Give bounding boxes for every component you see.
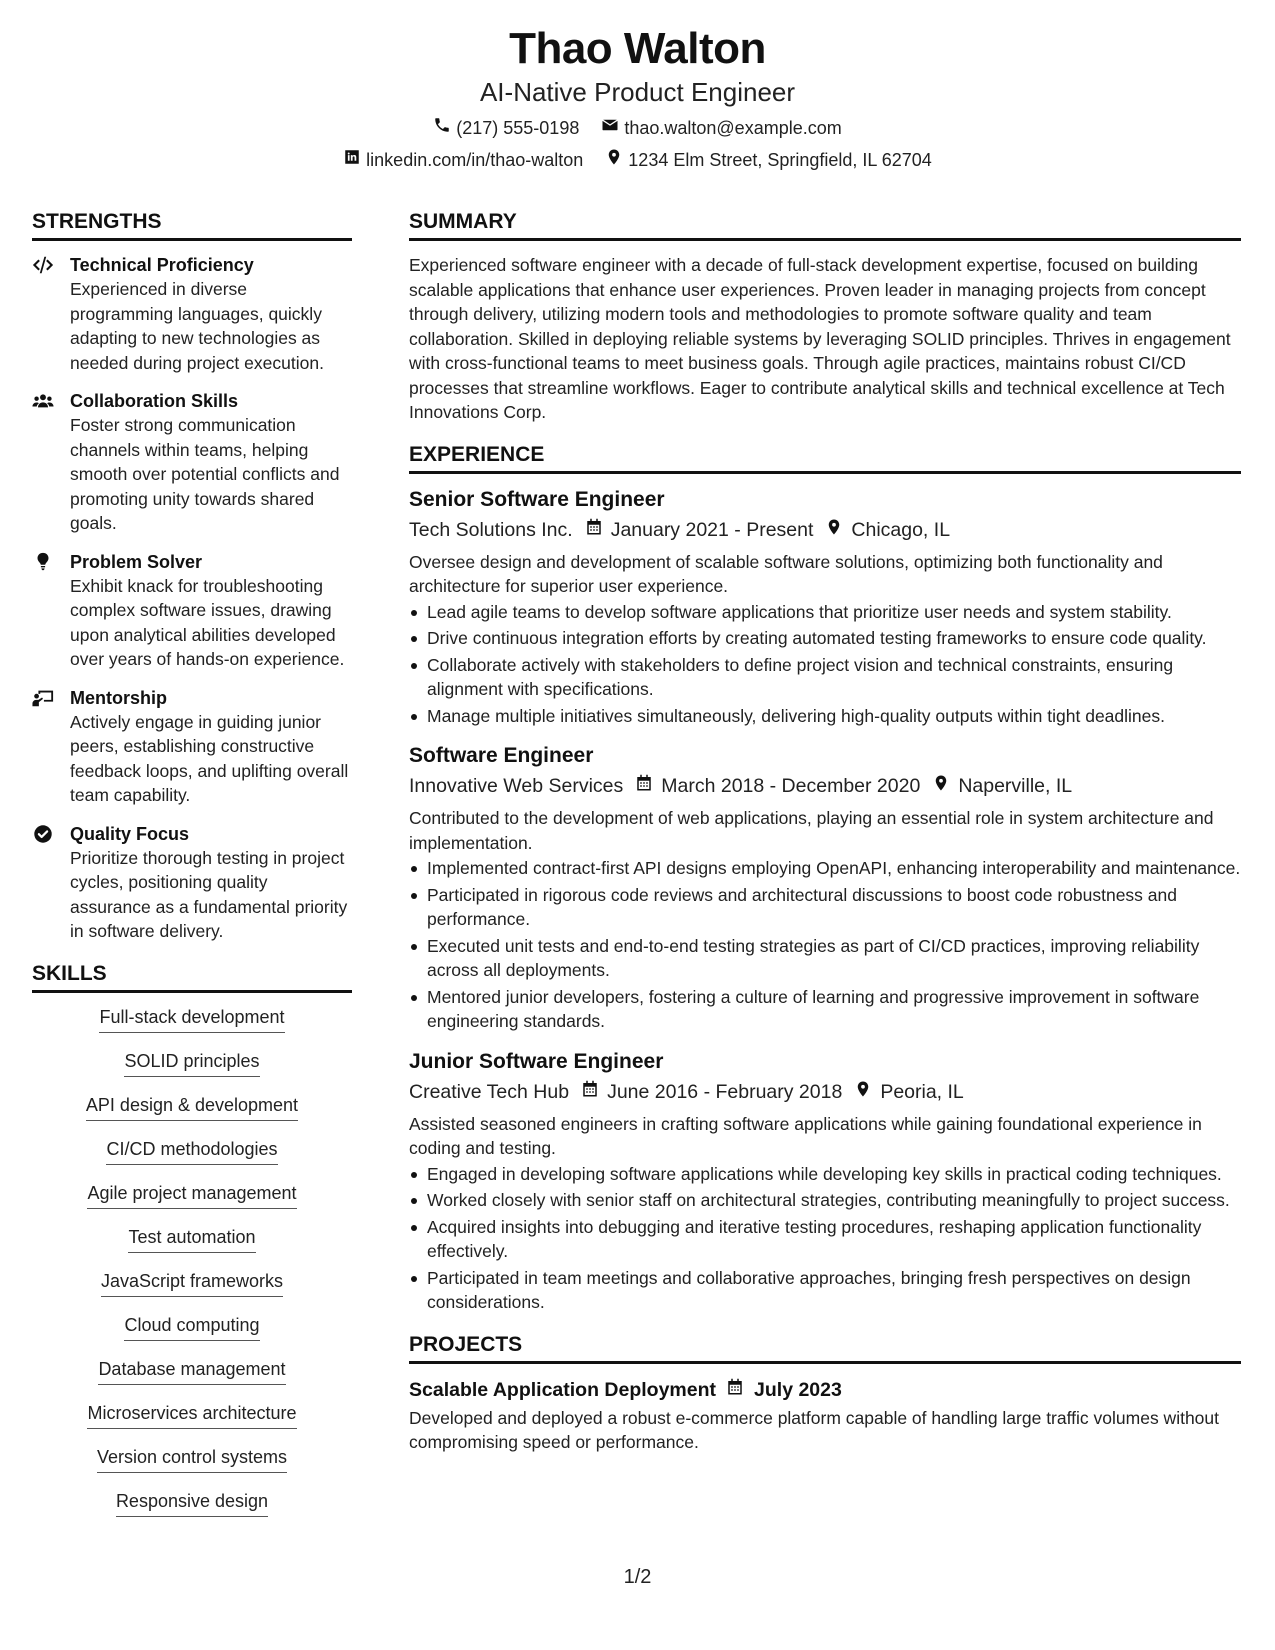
job-bullets: [409, 856, 1241, 1034]
strength-title: Technical Proficiency: [70, 255, 254, 275]
summary-text: Experienced software engineer with a decade of full-stack development expertise, focused on building scalable applications that enhance user experiences. Proven leader in managing projects from concept through delivery, utilizing modern tools and methodologies to promote software quality and team collaboration. Skilled in deploying reliable systems by leveraging SOLID principles. Thrives in engagement with cross-functional teams to meet business goals. Through agile practices, maintains robust CI/CD processes that streamline workflows. Eager to contribute analytical skills and technical excellence at Tech Innovations Corp.: [409, 255, 1231, 422]
job-meta: [409, 516, 1241, 544]
strength-text: Exhibit knack for troubleshooting complex software issues, drawing upon analytical abilities developed over years of hands-on experience.: [70, 575, 345, 669]
job-bullet: Implemented contract-first API designs employing OpenAPI, enhancing interoperability and maintenance.: [409, 856, 1241, 881]
calendar-icon: [726, 1376, 744, 1404]
job-dates-text: March 2018 - December 2020: [661, 775, 921, 797]
job-title: Junior Software Engineer: [409, 1049, 664, 1073]
job-bullets: [409, 600, 1241, 729]
skill-item: Full-stack development: [99, 1005, 284, 1033]
skill-item: Cloud computing: [124, 1313, 259, 1341]
skill-item: Version control systems: [97, 1445, 287, 1473]
skill-item: Agile project management: [87, 1181, 296, 1209]
envelope-icon: [601, 116, 619, 140]
job-location: [854, 1078, 963, 1106]
teacher-icon: [32, 686, 58, 808]
job-dates-text: January 2021 - Present: [610, 518, 814, 541]
skill-item: Test automation: [128, 1225, 255, 1253]
job-dates: [581, 1078, 842, 1106]
phone-contact[interactable]: [433, 116, 579, 140]
lightbulb-icon: [32, 550, 58, 672]
job-dates-text: June 2016 - February 2018: [607, 1080, 843, 1103]
project-entry: [409, 1376, 1241, 1455]
job-location-text: Chicago, IL: [851, 518, 951, 541]
skill-item: CI/CD methodologies: [106, 1137, 277, 1165]
job-meta: [409, 772, 1241, 800]
address-text: 1234 Elm Street, Springfield, IL 62704: [628, 150, 932, 170]
linkedin-text: linkedin.com/in/thao-walton: [366, 150, 584, 170]
skills-heading: SKILLS: [32, 958, 352, 993]
contact-row-2: [0, 148, 1275, 172]
project-description: Developed and deployed a robust e-commerce platform capable of handling large traffic volumes without compromising speed or performance.: [409, 1407, 1219, 1452]
resume-header: [0, 22, 1275, 172]
experience-heading: EXPERIENCE: [409, 439, 1241, 474]
map-pin-icon: [854, 1078, 872, 1106]
job-bullet: Mentored junior developers, fostering a culture of learning and progressive improvement in software engineering standards.: [409, 985, 1241, 1034]
calendar-icon: [581, 1078, 599, 1106]
check-circle-icon: [32, 822, 58, 944]
job-bullet: Lead agile teams to develop software applications that prioritize user needs and system stability.: [409, 600, 1241, 625]
job-bullet: Participated in rigorous code reviews and architectural discussions to boost code robustness and performance.: [409, 883, 1241, 932]
email-text: thao.walton@example.com: [624, 118, 842, 138]
contact-row-1: [0, 116, 1275, 140]
job-bullet: Drive continuous integration efforts by creating automated testing frameworks to ensure code quality.: [409, 626, 1241, 651]
job-bullet: Acquired insights into debugging and iterative testing procedures, reshaping application functionality effectively.: [409, 1215, 1241, 1264]
phone-icon: [433, 116, 451, 140]
projects-heading: PROJECTS: [409, 1329, 1241, 1364]
job-bullets: [409, 1162, 1241, 1315]
job-company: Innovative Web Services: [409, 775, 624, 797]
candidate-title: AI-Native Product Engineer: [479, 77, 796, 107]
job-location: [825, 516, 950, 544]
job-bullet: Collaborate actively with stakeholders to define project vision and technical constraints, ensuring alignment with specifications.: [409, 653, 1241, 702]
job-title: Software Engineer: [409, 744, 594, 767]
code-icon: [32, 253, 58, 375]
skill-item: Database management: [98, 1357, 285, 1385]
job-meta: [409, 1078, 1241, 1106]
job-entry: [409, 742, 1241, 1034]
linkedin-icon: [343, 148, 361, 172]
strength-text: Foster strong communication channels within teams, helping smooth over potential conflicts and promoting unity towards shared goals.: [70, 415, 340, 533]
strength-title: Problem Solver: [70, 551, 203, 572]
strength-text: Actively engage in guiding junior peers, establishing constructive feedback loops, and uplifting overall team capability.: [70, 711, 349, 805]
skill-item: Microservices architecture: [87, 1401, 296, 1429]
skills-list: [32, 1005, 352, 1533]
calendar-icon: [635, 772, 653, 800]
strength-title: Collaboration Skills: [70, 391, 239, 411]
job-location-text: Peoria, IL: [880, 1080, 964, 1103]
skill-item: JavaScript frameworks: [101, 1269, 283, 1297]
project-date: July 2023: [754, 1378, 842, 1401]
summary-heading: SUMMARY: [409, 206, 1241, 241]
strength-item: [32, 253, 352, 375]
job-bullet: Participated in team meetings and collaborative approaches, bringing fresh perspectives on design considerations.: [409, 1266, 1241, 1315]
candidate-name: Thao Walton: [509, 24, 766, 73]
strength-item: [32, 686, 352, 808]
skill-item: API design & development: [86, 1093, 298, 1121]
project-header: [409, 1376, 1241, 1404]
job-entry: [409, 1048, 1241, 1315]
strength-text: Prioritize thorough testing in project cycles, positioning quality assurance as a fundamental priority in software delivery.: [70, 847, 348, 941]
job-location-text: Naperville, IL: [958, 775, 1073, 797]
linkedin-contact[interactable]: [343, 148, 583, 172]
job-bullet: Executed unit tests and end-to-end testing strategies as part of CI/CD practices, improving reliability across all deployments.: [409, 934, 1241, 983]
job-company: Tech Solutions Inc.: [409, 518, 573, 541]
job-description: Oversee design and development of scalable software solutions, optimizing both functionality and architecture for superior user experience.: [409, 551, 1163, 596]
page-number: 1/2: [623, 1566, 652, 1588]
job-dates: [585, 516, 814, 544]
job-location: [932, 772, 1072, 800]
skill-item: SOLID principles: [124, 1049, 259, 1077]
job-bullet: Engaged in developing software applications while developing key skills in practical coding techniques.: [409, 1162, 1241, 1187]
strength-title: Mentorship: [70, 687, 167, 708]
strength-title: Quality Focus: [70, 823, 190, 844]
map-pin-icon: [605, 148, 623, 172]
job-dates: [635, 772, 920, 800]
email-contact[interactable]: [601, 116, 841, 140]
job-company: Creative Tech Hub: [409, 1080, 570, 1103]
strength-item: [32, 822, 352, 944]
skill-item: Responsive design: [116, 1489, 268, 1517]
job-description: Contributed to the development of web applications, playing an essential role in system architecture and implementation.: [409, 808, 1214, 853]
left-column: [32, 206, 352, 1533]
strength-item: [32, 550, 352, 672]
users-icon: [32, 389, 58, 536]
job-description: Assisted seasoned engineers in crafting software applications while gaining foundational experience in coding and testing.: [409, 1113, 1202, 1158]
job-bullet: Manage multiple initiatives simultaneously, delivering high-quality outputs within tight deadlines.: [409, 704, 1241, 729]
strengths-heading: STRENGTHS: [32, 206, 352, 241]
phone-text: (217) 555-0198: [456, 118, 580, 138]
address-contact: [605, 148, 932, 172]
project-title: Scalable Application Deployment: [409, 1378, 717, 1401]
job-entry: [409, 486, 1241, 729]
calendar-icon: [585, 516, 603, 544]
strength-item: [32, 389, 352, 536]
right-column: [409, 206, 1241, 1455]
map-pin-icon: [825, 516, 843, 544]
job-title: Senior Software Engineer: [409, 487, 665, 511]
strength-text: Experienced in diverse programming languages, quickly adapting to new technologies as needed during project execution.: [70, 279, 324, 373]
map-pin-icon: [932, 772, 950, 800]
job-bullet: Worked closely with senior staff on architectural strategies, contributing meaningfully to project success.: [409, 1188, 1241, 1213]
